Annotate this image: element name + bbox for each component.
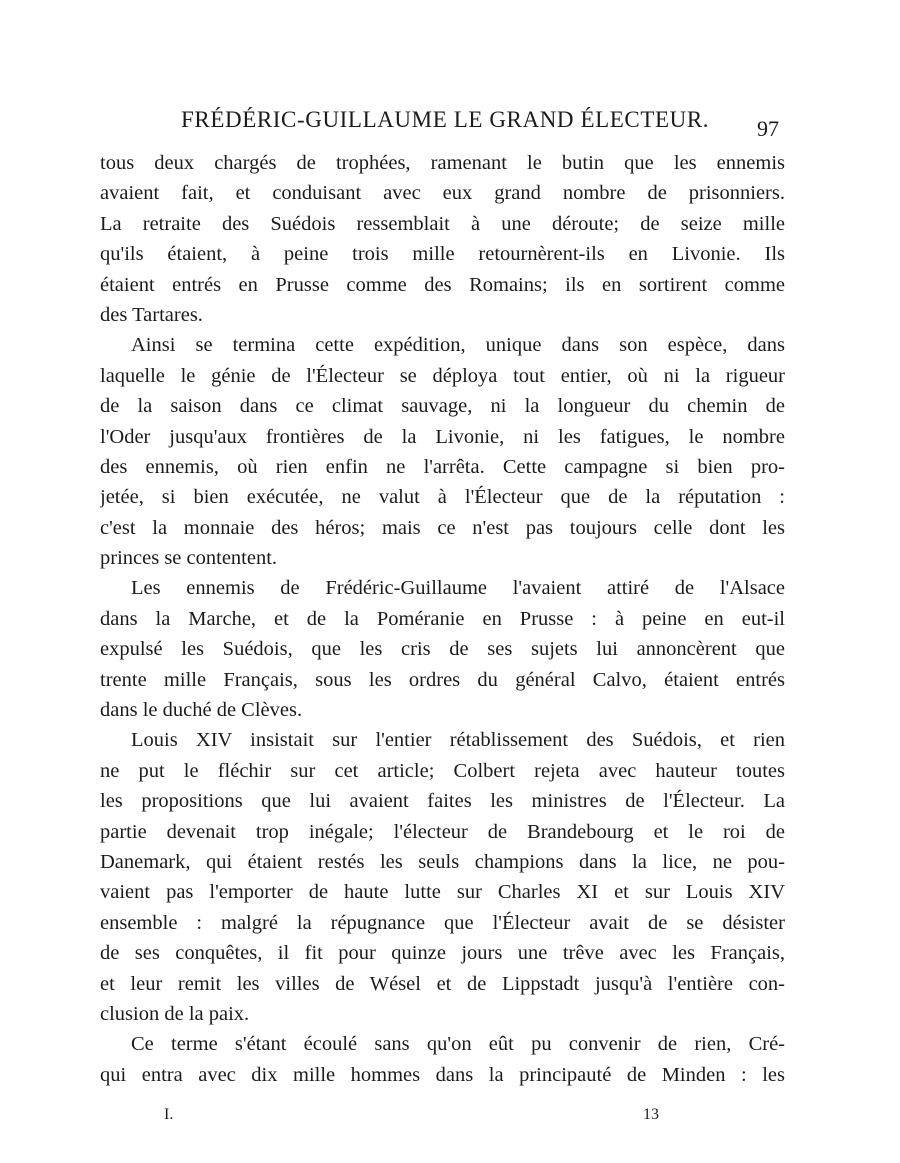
- signature-mark: I.: [164, 1106, 174, 1123]
- paragraph-first-line: Louis XIV insistait sur l'entier rétablissement des Suédois, et rien: [131, 729, 785, 752]
- text-line: clusion de la paix.: [100, 1002, 250, 1025]
- text-line: avaient fait, et conduisant avec eux grand nombre de prisonniers.: [100, 182, 785, 205]
- text-line: tous deux chargés de trophées, ramenant le butin que les ennemis: [100, 152, 785, 174]
- text-line: et leur remit les villes de Wésel et de Lippstadt jusqu'à l'entière con-: [100, 972, 785, 995]
- paragraph-first-line: Ce terme s'étant écoulé sans qu'on eût pu convenir de rien, Cré-: [131, 1033, 785, 1056]
- text-line: laquelle le génie de l'Électeur se déploya tout entier, où ni la rigueur: [100, 364, 785, 387]
- text-line: étaient entrés en Prusse comme des Romains; ils en sortirent comme: [100, 273, 785, 296]
- text-line: qui entra avec dix mille hommes dans la principauté de Minden : les: [100, 1063, 785, 1086]
- text-line: des Tartares.: [100, 303, 203, 326]
- paragraph-first-line: Les ennemis de Frédéric-Guillaume l'avaient attiré de l'Alsace: [131, 577, 785, 600]
- text-line: jetée, si bien exécutée, ne valut à l'Électeur que de la réputation :: [100, 486, 785, 509]
- text-line: expulsé les Suédois, que les cris de ses sujets lui annoncèrent que: [100, 638, 785, 661]
- text-line: trente mille Français, sous les ordres du général Calvo, étaient entrés: [100, 668, 785, 691]
- body-text: [100, 148, 785, 1090]
- text-line: les propositions que lui avaient faites les ministres de l'Électeur. La: [100, 790, 785, 813]
- page-number: 97: [757, 116, 779, 141]
- text-line: dans la Marche, et de la Poméranie en Prusse : à peine en eut-il: [100, 607, 785, 630]
- text-line: princes se contentent.: [100, 547, 278, 570]
- sheet-number: 13: [643, 1106, 659, 1123]
- text-line: vaient pas l'emporter de haute lutte sur Charles XI et sur Louis XIV: [100, 881, 785, 904]
- text-line: ne put le fléchir sur cet article; Colbert rejeta avec hauteur toutes: [100, 759, 785, 782]
- text-line: qu'ils étaient, à peine trois mille retournèrent-ils en Livonie. Ils: [100, 243, 785, 266]
- text-line: l'Oder jusqu'aux frontières de la Livonie, ni les fatigues, le nombre: [100, 425, 785, 448]
- running-head: FRÉDÉRIC-GUILLAUME LE GRAND ÉLECTEUR.: [181, 107, 710, 132]
- text-line: de ses conquêtes, il fit pour quinze jours une trêve avec les Français,: [100, 942, 785, 965]
- text-line: c'est la monnaie des héros; mais ce n'est pas toujours celle dont les: [100, 516, 785, 539]
- text-line: partie devenait trop inégale; l'électeur de Brandebourg et le roi de: [100, 820, 785, 843]
- text-line: des ennemis, où rien enfin ne l'arrêta. Cette campagne si bien pro-: [100, 455, 785, 478]
- text-line: dans le duché de Clèves.: [100, 699, 303, 722]
- text-line: de la saison dans ce climat sauvage, ni la longueur du chemin de: [100, 395, 785, 418]
- paragraph-first-line: Ainsi se termina cette expédition, unique dans son espèce, dans: [131, 334, 785, 357]
- text-line: ensemble : malgré la répugnance que l'Électeur avait de se désister: [100, 911, 785, 934]
- text-line: La retraite des Suédois ressemblait à une déroute; de seize mille: [100, 212, 785, 235]
- text-line: Danemark, qui étaient restés les seuls champions dans la lice, ne pou-: [100, 850, 785, 873]
